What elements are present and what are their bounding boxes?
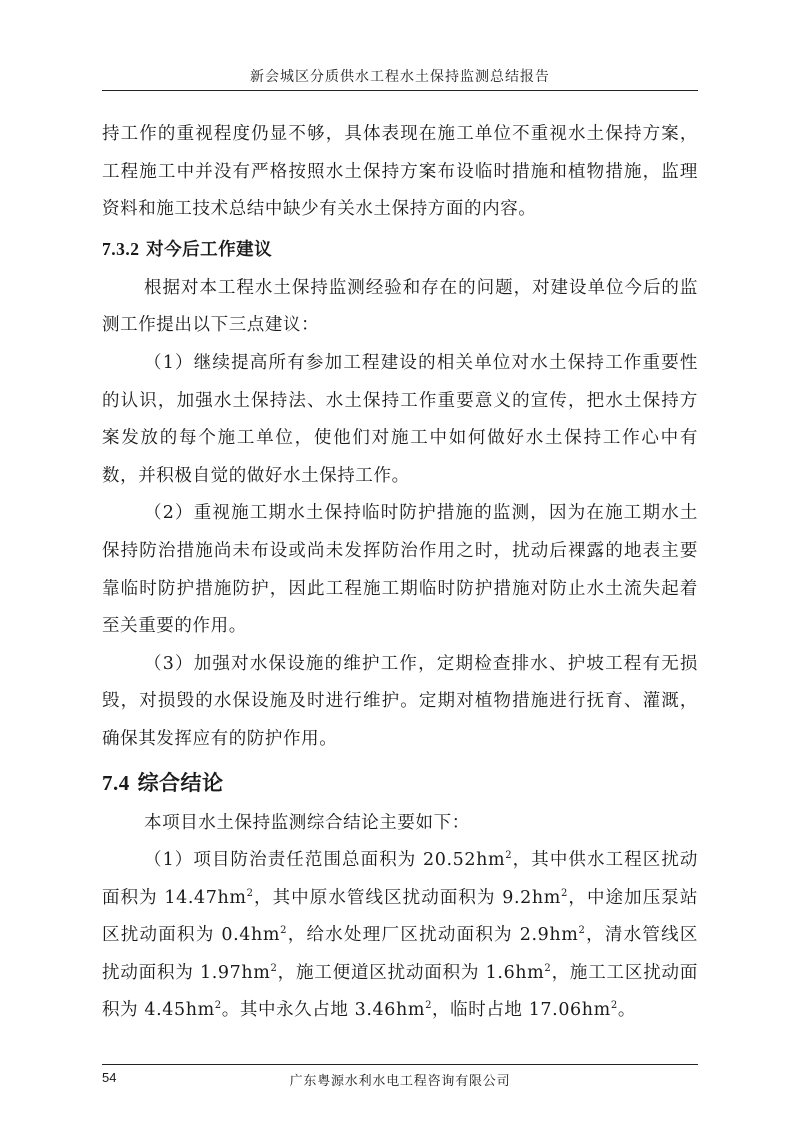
section-heading-7-3-2 — [102, 229, 698, 270]
section-title: 综合结论 — [137, 770, 224, 795]
section-number: 7.4 — [102, 770, 130, 795]
superscript: 2 — [610, 1000, 618, 1012]
superscript: 2 — [280, 925, 288, 937]
running-header: 新会城区分质供水工程水土保持监测总结报告 — [250, 69, 550, 85]
footer-company-name: 广东粤源水利水电工程咨询有限公司 — [289, 1074, 511, 1089]
paragraph-conclusion-intro: 本项目水土保持监测综合结论主要如下： — [144, 812, 470, 833]
footer-divider — [102, 1064, 698, 1065]
section-heading-7-4 — [102, 763, 698, 803]
superscript: 2 — [270, 963, 278, 975]
superscript: 2 — [246, 887, 254, 899]
paragraph-continuation: 持工作的重视程度仍显不够，具体表现在施工单位不重视水土保持方案，工程施工中并没有严格按照水土保持方案布设临时措施和植物措施，监理资料和施工技术总结中缺少有关水土保持方面的内容。 — [102, 124, 698, 220]
section-number: 7.3.2 — [102, 238, 140, 259]
section-title: 对今后工作建议 — [146, 239, 273, 260]
page-number: 54 — [102, 1070, 117, 1085]
superscript: 2 — [544, 963, 552, 975]
paragraph-suggestion-3: （3）加强对水保设施的维护工作，定期检查排水、护坡工程有无损毁，对损毁的水保设施及时进行维护。定期对植物措施进行抚育、灌溉，确保其发挥应有的防护作用。 — [102, 653, 698, 749]
paragraph-suggestion-1: （1）继续提高所有参加工程建设的相关单位对水土保持工作重要性的认识，加强水土保持法、水土保持工作重要意义的宣传，把水土保持方案发放的每个施工单位，使他们对施工中如何做好水土保持工作心中有数，并积极自觉的做好水土保持工作。 — [102, 352, 698, 486]
paragraph-suggestion-2: （2）重视施工期水土保持临时防护措施的监测，因为在施工期水土保持防治措施尚未布设或尚未发挥防治作用之时，扰动后裸露的地表主要靠临时防护措施防护，因此工程施工期临时防护措施对防止水土流失起着至关重要的作用。 — [102, 503, 698, 637]
superscript: 2 — [505, 850, 513, 862]
page-body — [102, 116, 698, 1030]
superscript: 2 — [214, 1000, 222, 1012]
superscript: 2 — [578, 925, 586, 937]
superscript: 2 — [560, 887, 568, 899]
header-divider — [102, 90, 698, 91]
paragraph-conclusion-1: （1）项目防治责任范围总面积为 $20.52hm^2$，其中供水工程区扰动面积为 $14.47hm^2$，其中原水管线区扰动面积为 $9.2hm^2$，中途加压泵站区扰动面积为 $0.4hm^2$，给水处理厂区扰动面积为 $2.9hm^2$，清水管线区扰动面积为 $1.97hm^2$，施工便道区扰动面积为 $1.6hm^2$，施工工区扰动面积为 $4.45hm^2$。其中永久占地 $3.46hm^2$，临时占地 $17.06hm^2$。 — [102, 850, 699, 1021]
superscript: 2 — [425, 1000, 433, 1012]
paragraph-intro: 根据对本工程水土保持监测经验和存在的问题，对建设单位今后的监测工作提出以下三点建议： — [102, 277, 698, 336]
